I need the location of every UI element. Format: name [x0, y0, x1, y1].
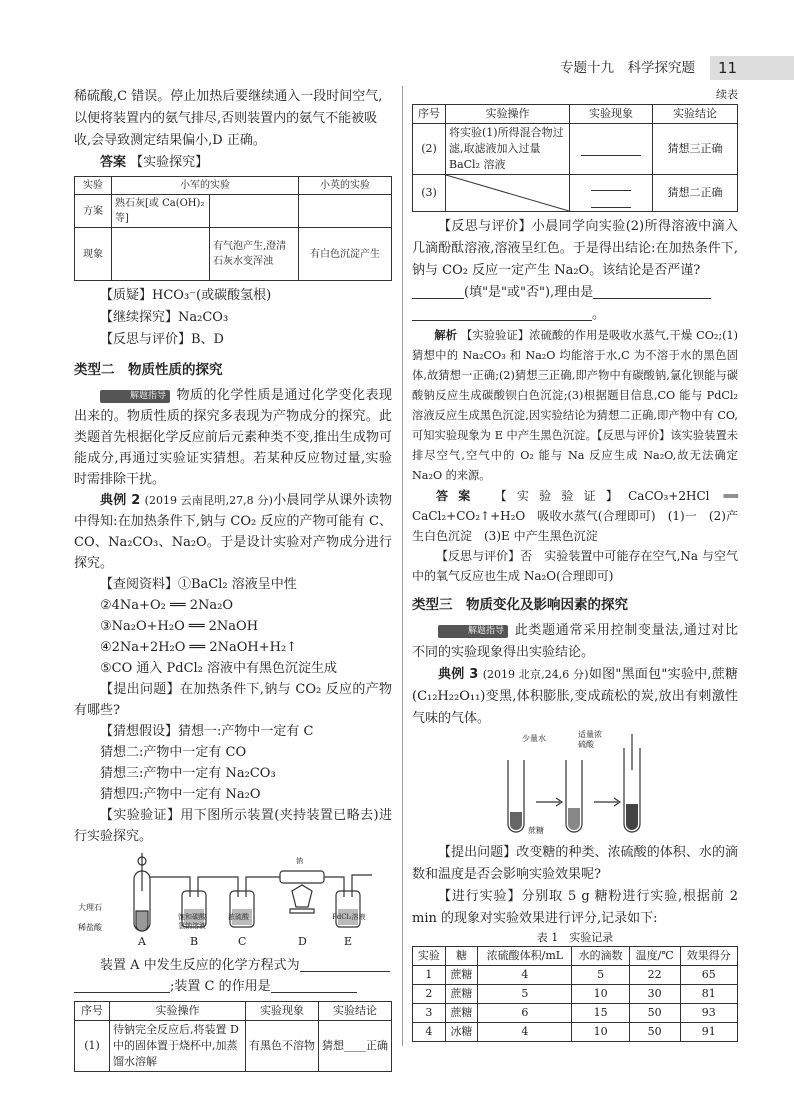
header-title: 专题十九 科学探究题: [560, 60, 695, 76]
record-table: [412, 946, 738, 1042]
guide-paragraph: [74, 385, 392, 490]
hypothesis-line: 猜想二:产物中一定有 CO: [100, 745, 247, 760]
info-line: ④2Na+2H₂O ══ 2NaOH+H₂↑: [100, 640, 298, 655]
fig-label-acid: 适量浓硫酸: [578, 730, 602, 749]
section-title: 类型二 物质性质的探究: [74, 362, 223, 378]
example-text: 如图"黑面包"实验中,蔗糖(C₁₂H₂₂O₁₁)变黑,体积膨胀,变成疏松的炭,放出有刺激性气味的气体。: [412, 667, 738, 726]
table-cell: 65: [680, 966, 737, 985]
label-na: 钠: [296, 857, 303, 865]
table-cell: [570, 175, 653, 212]
experiment-paragraph: 【进行实验】分别取 5 g 糖粉进行实验,根据前 2 min 的现象对实验效果进行评分,记录如下:: [412, 889, 738, 926]
table-cell: 4: [413, 1023, 446, 1042]
info-line: 【查阅资料】①BaCl₂ 溶液呈中性: [100, 577, 297, 592]
answer-paragraph: 【反思与评价】否 实验装置中可能存在空气,Na 与空气中的氧气反应也生成 Na₂O(合理即可): [412, 549, 738, 583]
example-label: 典例 3: [438, 667, 479, 682]
info-line: ②4Na+O₂ ══ 2Na₂O: [100, 598, 233, 613]
left-column: [74, 86, 392, 1072]
example-paragraph: [412, 664, 738, 730]
table-cell: 93: [680, 1004, 737, 1023]
letter-e: E: [344, 935, 353, 948]
hypothesis-line: 【猜想假设】猜想一:产物中一定有 C: [100, 724, 314, 739]
table-cell: 有黑色不溶物: [246, 1021, 319, 1072]
table-cell: 猜想二正确: [653, 175, 738, 212]
guide-tag: 解题指导: [438, 625, 508, 638]
answer-blank[interactable]: [591, 193, 631, 208]
answer-blank[interactable]: [412, 306, 592, 321]
table-cell: 现象: [75, 228, 112, 281]
answer-label: 答案: [100, 155, 127, 170]
answer-blank[interactable]: [271, 978, 357, 993]
table-header: 序号: [75, 1002, 110, 1021]
reflect-fill-text: (填"是"或"否"),理由是: [464, 285, 594, 300]
question-line: 【提出问题】在加热条件下,钠与 CO₂ 反应的产物有哪些?: [74, 682, 392, 718]
table-cell: 15: [572, 1004, 629, 1023]
label-a-top: 大理石: [78, 903, 102, 912]
table-cell: 5: [572, 966, 629, 985]
table-header: 实验现象: [570, 105, 653, 124]
table-cell: 6: [478, 1004, 572, 1023]
answer-paragraph: [412, 486, 738, 546]
apparatus-figure: [74, 851, 392, 951]
answer-blank[interactable]: [593, 284, 711, 299]
column-divider: [402, 86, 403, 1046]
table-cell: 81: [680, 985, 737, 1004]
table-cell: (2): [413, 124, 446, 175]
table-cell: 小军的实验: [112, 177, 299, 195]
guide-tag: 解题指导: [100, 390, 170, 403]
table-cell: 22: [629, 966, 680, 985]
answer-line: 【反思与评价】B、D: [100, 332, 224, 347]
guide-text: 物质的化学性质是通过化学变化表现出来的。物质性质的探究多表现为产物成分的探究。此类题首先根据化学反应前后元素种类不变,推出生成物可能成分,再通过实验证实猜想。若某种反应物过量,实验时需排除干扰。: [74, 388, 392, 487]
table-header: 糖: [445, 947, 478, 966]
table-cell: 蔗糖: [445, 1004, 478, 1023]
answer-table: [74, 176, 392, 281]
table-cell: 1: [413, 966, 446, 985]
table-cell: 待钠完全反应后,将装置 D 中的固体置于烧杯中,加蒸馏水溶解: [110, 1021, 246, 1072]
right-column: [412, 86, 738, 1042]
letter-c: C: [238, 935, 247, 948]
table-cell: 猜想三正确: [653, 124, 738, 175]
answer-text: 【实验验证】CaCO₃+2HCl ══ CaCl₂+CO₂↑+H₂O 吸收水蒸气(合理即可) (1)一 (2)产生白色沉淀 (3)E 中产生黑色沉淀: [412, 489, 738, 543]
table-cell: (1): [75, 1021, 110, 1072]
continued-label: 续表: [716, 88, 738, 101]
table-header: 实验: [413, 947, 446, 966]
table-header: 实验操作: [110, 1002, 246, 1021]
label-a-bottom: 稀盐酸: [78, 923, 102, 932]
table-cell: 91: [680, 1023, 737, 1042]
table-cell: (3): [413, 175, 446, 212]
table-cell: 将实验(1)所得混合物过滤,取滤液加入过量 BaCl₂ 溶液: [446, 124, 570, 175]
answer-line: 【质疑】HCO₃⁻(或碳酸氢根): [100, 288, 272, 303]
question-paragraph: 【提出问题】改变糖的种类、浓硫酸的体积、水的滴数和温度是否会影响实验效果呢?: [412, 845, 738, 882]
answer-blank[interactable]: [581, 141, 641, 156]
answer-label: 答案: [436, 489, 481, 503]
answer-blank[interactable]: [74, 978, 170, 993]
answer-blank[interactable]: [591, 176, 631, 191]
table-header: 实验结论: [653, 105, 738, 124]
answer-line: 【继续探究】Na₂CO₃: [100, 310, 229, 325]
table-cell: 小英的实验: [299, 177, 392, 195]
table-header: 实验现象: [246, 1002, 319, 1021]
table-row: [413, 966, 738, 985]
question-c: [74, 976, 392, 997]
table-cell: 实验: [75, 177, 112, 195]
info-line: ③Na₂O+H₂O ══ 2NaOH: [100, 619, 259, 634]
table-cell: 4: [478, 966, 572, 985]
guide-paragraph: [412, 620, 738, 664]
table-row: [413, 947, 738, 966]
letter-d: D: [298, 935, 307, 948]
example-label: 典例 2: [100, 493, 141, 508]
table-cell: 10: [572, 1023, 629, 1042]
table-header: 实验操作: [446, 105, 570, 124]
table-cell: [570, 124, 653, 175]
table-row: [413, 1023, 738, 1042]
table-row: [413, 1004, 738, 1023]
label-e: PdCl₂溶液: [332, 913, 366, 921]
table-caption: 表 1 实验记录: [536, 931, 614, 944]
table-cell: 蔗糖: [445, 985, 478, 1004]
reflect-paragraph: 【反思与评价】小晨同学向实验(2)所得溶液中滴入几滴酚酞溶液,溶液呈红色。于是得出结论:在加热条件下,钠与 CO₂ 反应一定产生 Na₂O。该结论是否严谨?: [412, 219, 738, 278]
example-source: (2019 北京,24,6 分): [482, 668, 589, 681]
answer-tag: 【实验探究】: [130, 155, 209, 170]
table-row: [413, 985, 738, 1004]
page-number: 11: [710, 56, 794, 80]
reflect-fill: [412, 282, 738, 304]
verify-line: 【实验验证】用下图所示装置(夹持装置已略去)进行实验探究。: [74, 808, 392, 844]
fig-label-sugar: 蔗糖: [528, 826, 544, 835]
question-a-text: 装置 A 中发生反应的化学方程式为: [100, 958, 300, 973]
reflect-fill-2: 。: [412, 304, 738, 326]
info-line: ⑤CO 通入 PdCl₂ 溶液中有黑色沉淀生成: [100, 661, 338, 676]
table-cell: 10: [572, 985, 629, 1004]
letter-b: B: [190, 935, 199, 948]
section-title: 类型三 物质变化及影响因素的探究: [412, 597, 628, 613]
black-bread-drawing: [412, 730, 738, 842]
experiment-table: [74, 1001, 392, 1072]
label-c: 浓硫酸: [228, 913, 249, 921]
example-text: 小晨同学从课外读物中得知:在加热条件下,钠与 CO₂ 反应的产物可能有 C、CO、Na₂CO₃、Na₂O。于是设计实验对产物成分进行探究。: [74, 493, 392, 571]
table-cell: 方案: [75, 195, 112, 228]
table-header: 序号: [413, 105, 446, 124]
example-paragraph: [74, 490, 392, 574]
table-cell: 冰糖: [445, 1023, 478, 1042]
table-cell: 4: [478, 1023, 572, 1042]
question-c-text: ;装置 C 的作用是: [170, 979, 271, 994]
continued-table: [412, 104, 738, 212]
diagonal-line: [446, 175, 569, 211]
table-cell: 5: [478, 985, 572, 1004]
table-cell: 有白色沉淀产生: [299, 228, 392, 281]
table-header: 实验结论: [319, 1002, 392, 1021]
table-cell: 50: [629, 1023, 680, 1042]
intro-line: 收,会导致测定结果偏小,D 正确。: [74, 133, 266, 148]
answer-blank[interactable]: [412, 284, 464, 299]
intro-line: 以便将装置内的氨气排尽,否则装置内的氨气不能被吸: [74, 111, 378, 126]
table-header: 浓硫酸体积/mL: [478, 947, 572, 966]
table-header: 温度/℃: [629, 947, 680, 966]
fig-label-water: 少量水: [522, 734, 546, 743]
example-source: (2019 云南昆明,27,8 分): [144, 494, 273, 507]
letter-a: A: [138, 935, 146, 948]
page-header: [560, 56, 794, 80]
table-cell: 熟石灰[或 Ca(OH)₂ 等]: [112, 195, 210, 228]
hypothesis-line: 猜想四:产物中一定有 Na₂O: [100, 787, 261, 802]
intro-line: 稀硫酸,C 错误。停止加热后要继续通入一段时间空气,: [74, 89, 383, 104]
analysis-label: 解析: [434, 329, 458, 342]
label-b: 饱和碳酸氢钠溶液: [178, 913, 206, 930]
table-cell: 有气泡产生,澄清石灰水变浑浊: [210, 228, 299, 281]
table-cell: 2: [413, 985, 446, 1004]
hypothesis-line: 猜想三:产物中一定有 Na₂CO₃: [100, 766, 276, 781]
table-cell: 30: [629, 985, 680, 1004]
table-header: 效果得分: [680, 947, 737, 966]
table-cell: 50: [629, 1004, 680, 1023]
analysis-paragraph: [412, 326, 738, 486]
table-cell: 3: [413, 1004, 446, 1023]
analysis-text: 【实验验证】浓硫酸的作用是吸收水蒸气,干燥 CO₂;(1)猜想中的 Na₂CO₃ 和 Na₂O 均能溶于水,C 为不溶于水的黑色固体,故猜想一正确;(2)猜想三正确,即产物中有碳酸钠,氯化钡能与碳酸钠反应生成碳酸钡白色沉淀;(3)根据题目信息,CO 能与 PdCl₂ 溶液反应生成黑色沉淀,因实验结论为猜想二正确,即产物中有 CO,可知实验现象为 E 中产生黑色沉淀。【反思与评价】该实验装置未排尽空气,空气中的 O₂ 能与 Na 反应生成 Na₂O,故无法确定 Na₂O 的来源。: [412, 329, 738, 482]
question-a: [74, 955, 392, 976]
guide-text: 此类题通常采用控制变量法,通过对比不同的实验现象得出实验结论。: [412, 623, 738, 660]
table-cell: [446, 175, 570, 212]
black-bread-figure: [412, 730, 738, 842]
answer-line: [74, 152, 392, 174]
table-cell: 蔗糖: [445, 966, 478, 985]
answer-blank[interactable]: [300, 957, 390, 972]
table-header: 水的滴数: [572, 947, 629, 966]
table-cell: 猜想____正确: [319, 1021, 392, 1072]
